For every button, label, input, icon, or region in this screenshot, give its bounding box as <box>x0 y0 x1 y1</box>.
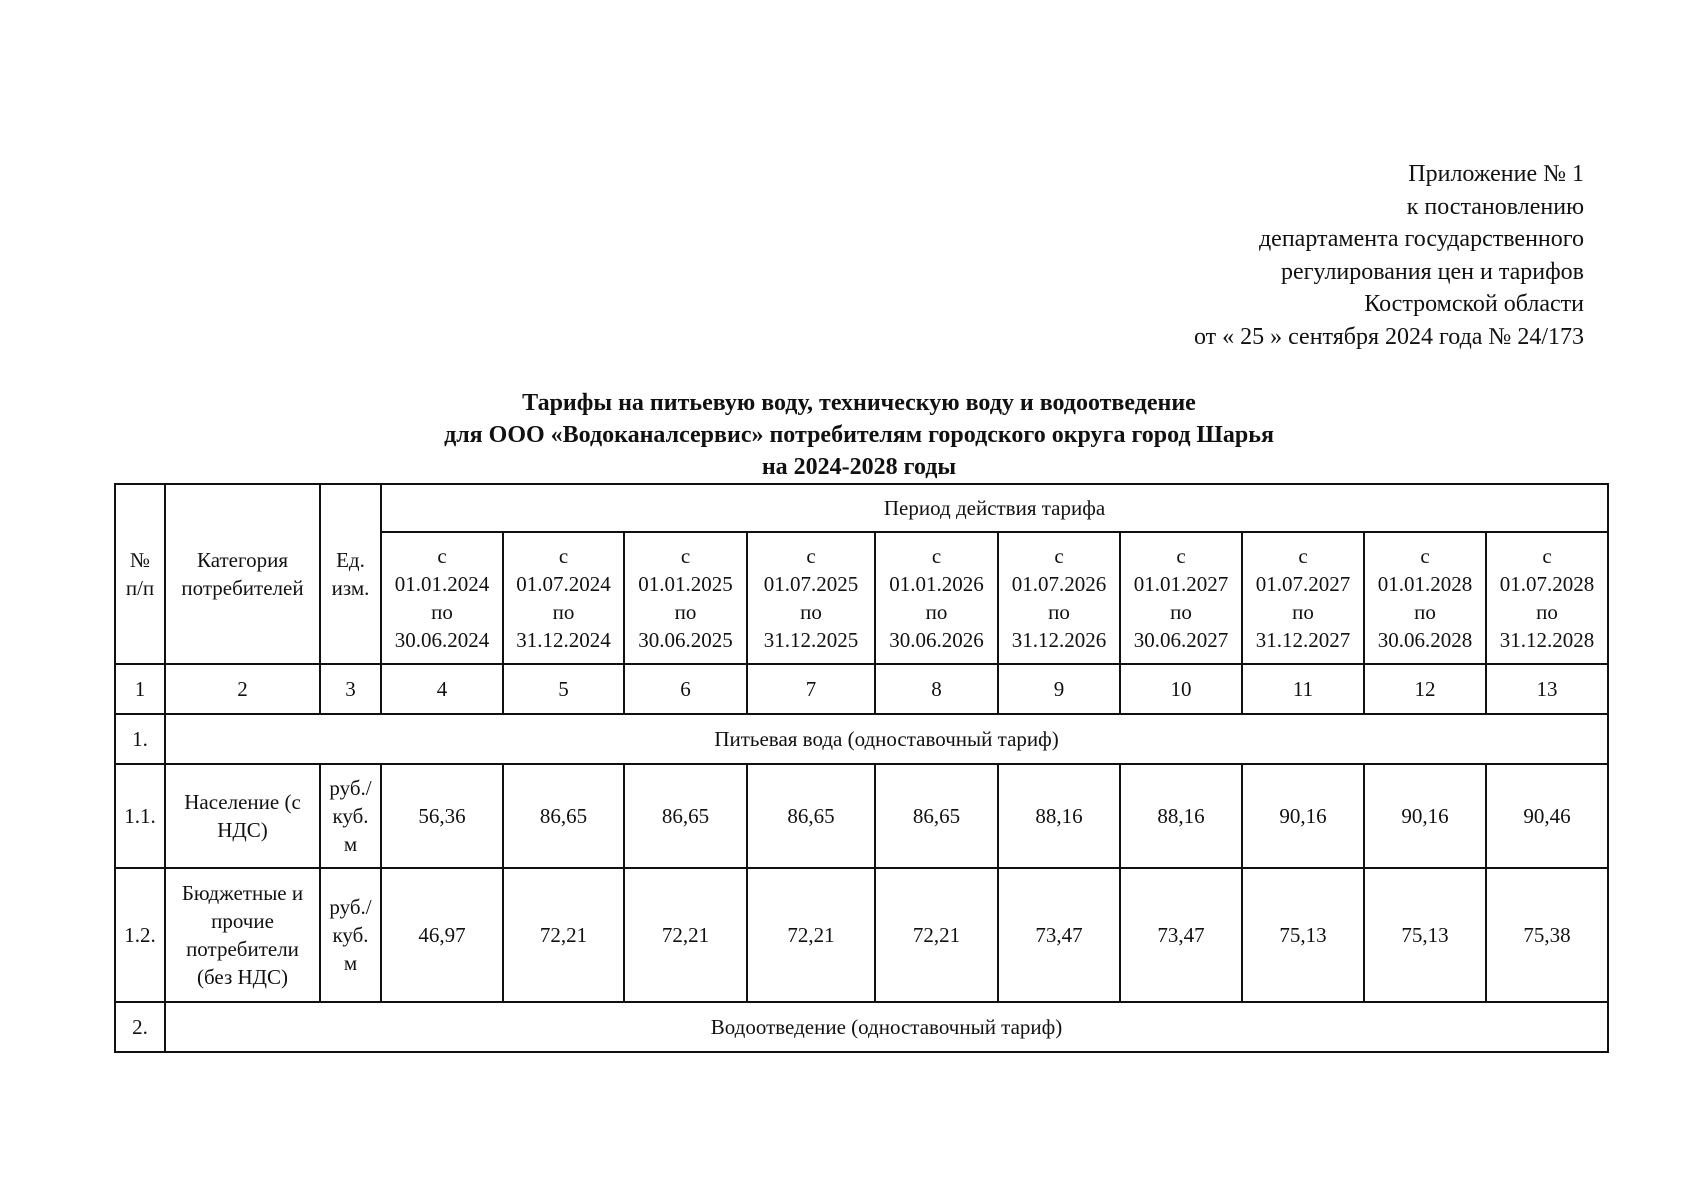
tariff-value: 90,16 <box>1242 764 1364 868</box>
annex-line: к постановлению <box>1406 193 1584 220</box>
period-from: с <box>1542 544 1552 568</box>
period-from: с <box>931 544 942 568</box>
period-from: с <box>1054 544 1064 568</box>
period-to: по <box>674 600 697 624</box>
tariff-value: 72,21 <box>747 868 875 1002</box>
period-cell <box>624 532 747 664</box>
period-to: по <box>431 600 453 624</box>
document-title <box>114 387 1604 483</box>
period-end: 31.12.2028 <box>1499 628 1595 652</box>
period-to: по <box>1414 600 1436 624</box>
period-end: 31.12.2026 <box>1011 628 1107 652</box>
period-cell <box>1120 532 1242 664</box>
period-start: 01.07.2028 <box>1499 572 1595 596</box>
column-number: 1 <box>115 664 165 714</box>
period-to: по <box>1536 600 1558 624</box>
header-num: № п/п <box>115 484 165 664</box>
period-start: 01.01.2025 <box>638 572 733 596</box>
row-unit: руб./ куб. м <box>320 868 381 1002</box>
title-line: для ООО «Водоканалсервис» потребителям городского округа город Шарья <box>444 422 1274 448</box>
column-number-row <box>115 664 1608 714</box>
header-row <box>115 484 1608 532</box>
column-number: 10 <box>1120 664 1242 714</box>
period-cell <box>1242 532 1364 664</box>
annex-line: департамента государственного <box>1258 226 1584 252</box>
section-label: Водоотведение (одноставочный тариф) <box>165 1002 1608 1052</box>
column-number: 13 <box>1486 664 1608 714</box>
period-from: с <box>1176 544 1186 568</box>
header-unit: Ед. изм. <box>320 484 381 664</box>
period-end: 30.06.2028 <box>1377 628 1473 652</box>
period-end: 30.06.2026 <box>889 628 984 652</box>
tariff-value: 72,21 <box>624 868 747 1002</box>
column-number: 11 <box>1242 664 1364 714</box>
period-cell <box>747 532 875 664</box>
section-num: 1. <box>115 714 165 764</box>
table-row <box>115 764 1608 868</box>
row-num: 1.2. <box>115 868 165 1002</box>
title-line: на 2024-2028 годы <box>761 454 957 480</box>
tariff-value: 90,16 <box>1364 764 1486 868</box>
period-start: 01.07.2027 <box>1255 572 1351 596</box>
section-row <box>115 1002 1608 1052</box>
table-row <box>115 868 1608 1002</box>
header-period: Период действия тарифа <box>381 484 1608 532</box>
period-from: с <box>558 544 569 568</box>
column-number: 8 <box>875 664 998 714</box>
period-start: 01.01.2024 <box>394 572 490 596</box>
period-start: 01.01.2026 <box>889 572 984 596</box>
column-number: 7 <box>747 664 875 714</box>
period-to: по <box>1048 600 1070 624</box>
annex-line: регулирования цен и тарифов <box>1281 258 1584 285</box>
period-end: 30.06.2027 <box>1133 628 1229 652</box>
column-number: 12 <box>1364 664 1486 714</box>
annex-header <box>884 158 1584 353</box>
row-num: 1.1. <box>115 764 165 868</box>
period-cell <box>1486 532 1608 664</box>
annex-line: от « 25 » сентября 2024 года № 24/173 <box>1193 323 1584 350</box>
tariff-value: 46,97 <box>381 868 503 1002</box>
tariff-value: 75,13 <box>1242 868 1364 1002</box>
section-label: Питьевая вода (одноставочный тариф) <box>165 714 1608 764</box>
column-number: 2 <box>165 664 320 714</box>
tariff-value: 56,36 <box>381 764 503 868</box>
period-cell <box>381 532 503 664</box>
period-from: с <box>1420 544 1430 568</box>
period-from: с <box>680 544 691 568</box>
header-category: Категория потребителей <box>165 484 320 664</box>
period-start: 01.07.2026 <box>1011 572 1107 596</box>
period-start: 01.07.2025 <box>763 572 859 596</box>
tariff-value: 73,47 <box>998 868 1120 1002</box>
tariff-value: 86,65 <box>875 764 998 868</box>
column-number: 4 <box>381 664 503 714</box>
tariff-value: 75,13 <box>1364 868 1486 1002</box>
period-start: 01.01.2027 <box>1133 572 1229 596</box>
section-num: 2. <box>115 1002 165 1052</box>
period-end: 31.12.2024 <box>516 628 611 652</box>
tariff-value: 86,65 <box>624 764 747 868</box>
period-to: по <box>925 600 948 624</box>
period-end: 31.12.2025 <box>763 628 859 652</box>
period-to: по <box>552 600 575 624</box>
column-number: 6 <box>624 664 747 714</box>
period-to: по <box>1292 600 1314 624</box>
period-from: с <box>437 544 447 568</box>
period-to: по <box>1170 600 1192 624</box>
period-end: 30.06.2025 <box>638 628 733 652</box>
section-row <box>115 714 1608 764</box>
annex-line: Приложение № 1 <box>1408 161 1584 187</box>
tariff-value: 75,38 <box>1486 868 1608 1002</box>
period-from: с <box>1298 544 1308 568</box>
annex-line: Костромской области <box>1364 291 1584 317</box>
period-end: 30.06.2024 <box>394 628 490 652</box>
period-end: 31.12.2027 <box>1255 628 1351 652</box>
period-start: 01.01.2028 <box>1377 572 1473 596</box>
tariff-value: 86,65 <box>503 764 624 868</box>
tariff-value: 86,65 <box>747 764 875 868</box>
column-number: 3 <box>320 664 381 714</box>
period-start: 01.07.2024 <box>516 572 611 596</box>
tariff-value: 88,16 <box>998 764 1120 868</box>
tariff-value: 88,16 <box>1120 764 1242 868</box>
title-line: Тарифы на питьевую воду, техническую воду и водоотведение <box>522 390 1196 416</box>
row-unit: руб./ куб. м <box>320 764 381 868</box>
tariff-value: 72,21 <box>875 868 998 1002</box>
period-cell <box>503 532 624 664</box>
period-cell <box>875 532 998 664</box>
period-cell <box>1364 532 1486 664</box>
period-from: с <box>806 544 816 568</box>
period-cell <box>998 532 1120 664</box>
tariff-value: 72,21 <box>503 868 624 1002</box>
row-category: Население (с НДС) <box>165 764 320 868</box>
tariff-table <box>114 483 1609 1053</box>
row-category: Бюджетные и прочие потребители (без НДС) <box>165 868 320 1002</box>
period-to: по <box>800 600 822 624</box>
column-number: 9 <box>998 664 1120 714</box>
tariff-value: 90,46 <box>1486 764 1608 868</box>
column-number: 5 <box>503 664 624 714</box>
tariff-value: 73,47 <box>1120 868 1242 1002</box>
